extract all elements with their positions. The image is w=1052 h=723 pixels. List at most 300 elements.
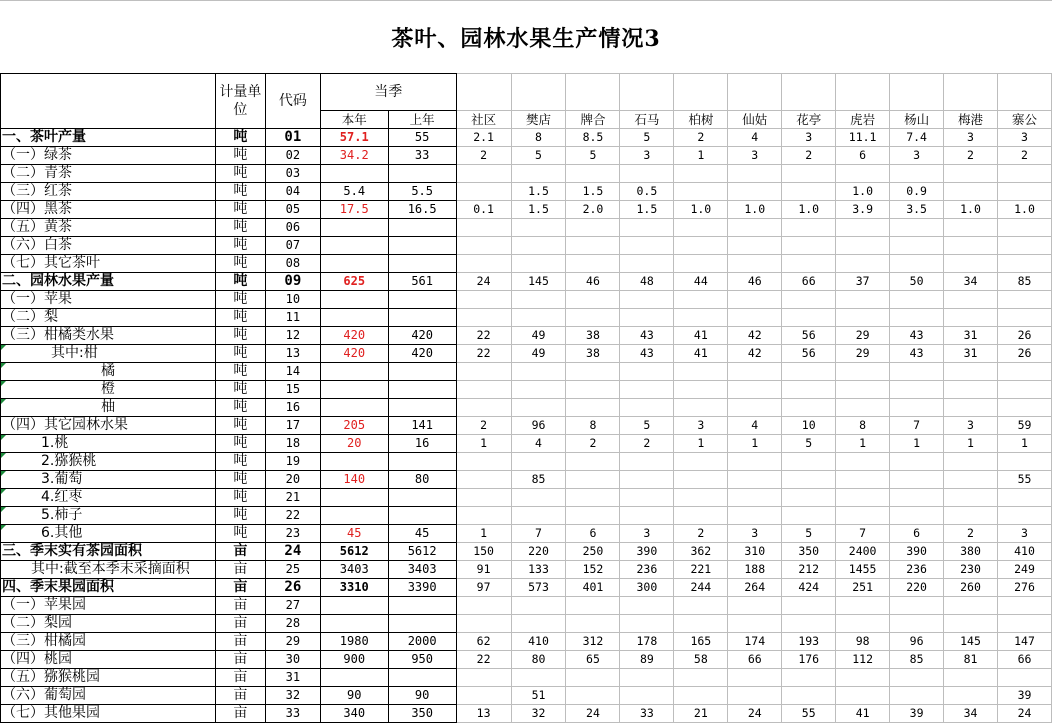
row-town-value [890,363,944,381]
row-town-value: 3 [620,525,674,543]
row-last-year [388,597,456,615]
header-blank-cell [944,74,998,111]
row-label: （三）柑橘类水果 [1,327,216,345]
row-town-value [456,291,511,309]
row-town-value: 1 [997,435,1051,453]
row-town-value [566,687,620,705]
row-label: 柚 [1,399,216,417]
row-town-value: 7 [890,417,944,435]
row-town-value: 236 [620,561,674,579]
row-label: 1.桃 [1,435,216,453]
row-town-value [566,165,620,183]
row-town-value: 236 [890,561,944,579]
header-town: 花亭 [782,111,836,129]
row-town-value [944,381,998,399]
row-this-year [320,363,388,381]
row-town-value: 66 [728,651,782,669]
row-town-value: 1 [728,435,782,453]
row-town-value [997,399,1051,417]
table-row [1,597,1052,615]
row-town-value: 390 [620,543,674,561]
row-unit: 吨 [215,273,265,291]
row-town-value: 42 [728,345,782,363]
row-town-value: 48 [620,273,674,291]
row-town-value: 22 [456,651,511,669]
row-town-value [782,471,836,489]
row-this-year [320,381,388,399]
row-this-year [320,291,388,309]
row-town-value: 2 [997,147,1051,165]
row-town-value [944,471,998,489]
row-town-value [566,381,620,399]
row-town-value: 3 [674,417,728,435]
row-town-value [456,489,511,507]
row-town-value [944,399,998,417]
row-town-value [566,597,620,615]
row-town-value [511,165,566,183]
row-code: 31 [265,669,320,687]
production-table [0,73,1052,723]
row-town-value [511,381,566,399]
row-town-value: 22 [456,327,511,345]
row-unit: 吨 [215,219,265,237]
row-town-value [456,363,511,381]
row-code: 20 [265,471,320,489]
row-town-value: 1.0 [782,201,836,219]
row-town-value [944,255,998,273]
row-town-value [944,687,998,705]
row-town-value [674,507,728,525]
row-town-value [836,219,890,237]
row-town-value: 3 [620,147,674,165]
row-last-year [388,291,456,309]
row-town-value [674,687,728,705]
row-last-year [388,165,456,183]
row-town-value [566,507,620,525]
row-town-value: 174 [728,633,782,651]
table-row [1,147,1052,165]
header-town: 社区 [456,111,511,129]
row-unit: 吨 [215,237,265,255]
row-town-value: 34 [944,705,998,723]
row-town-value [456,381,511,399]
row-town-value: 38 [566,345,620,363]
row-town-value: 220 [511,543,566,561]
page-title: 茶叶、园林水果生产情况3 [0,0,1052,74]
row-town-value: 98 [836,633,890,651]
row-town-value [728,291,782,309]
row-code: 15 [265,381,320,399]
row-last-year: 950 [388,651,456,669]
row-last-year [388,399,456,417]
row-town-value: 380 [944,543,998,561]
row-town-value [566,453,620,471]
row-town-value: 59 [997,417,1051,435]
row-town-value [511,237,566,255]
table-row [1,471,1052,489]
row-label: 三、季末实有茶园面积 [1,543,216,561]
row-town-value [997,363,1051,381]
row-this-year: 3310 [320,579,388,597]
row-town-value [674,597,728,615]
row-town-value: 26 [997,327,1051,345]
row-town-value: 8 [836,417,890,435]
row-town-value [836,291,890,309]
row-town-value: 85 [997,273,1051,291]
row-town-value: 150 [456,543,511,561]
row-code: 10 [265,291,320,309]
row-last-year: 45 [388,525,456,543]
row-town-value [944,363,998,381]
row-town-value: 3 [782,129,836,147]
row-town-value: 4 [728,129,782,147]
row-town-value [782,381,836,399]
row-town-value [782,255,836,273]
row-town-value: 5 [620,417,674,435]
row-label: （二）青茶 [1,165,216,183]
header-town: 柏树 [674,111,728,129]
row-town-value: 260 [944,579,998,597]
row-town-value [997,165,1051,183]
row-town-value [836,399,890,417]
row-code: 22 [265,507,320,525]
row-town-value [566,219,620,237]
row-last-year [388,615,456,633]
row-code: 28 [265,615,320,633]
row-this-year [320,219,388,237]
row-town-value [836,489,890,507]
row-unit: 亩 [215,651,265,669]
row-town-value [728,237,782,255]
row-town-value [674,255,728,273]
row-town-value: 41 [836,705,890,723]
row-last-year: 3390 [388,579,456,597]
row-town-value [782,489,836,507]
row-town-value: 1.0 [997,201,1051,219]
row-this-year: 5.4 [320,183,388,201]
row-code: 24 [265,543,320,561]
row-town-value [674,381,728,399]
row-unit: 吨 [215,507,265,525]
row-town-value: 65 [566,651,620,669]
row-last-year: 33 [388,147,456,165]
row-town-value: 264 [728,579,782,597]
row-unit: 吨 [215,489,265,507]
row-town-value [620,669,674,687]
row-town-value [944,309,998,327]
row-town-value: 42 [728,327,782,345]
row-this-year: 17.5 [320,201,388,219]
row-town-value [674,291,728,309]
row-town-value: 1.5 [620,201,674,219]
row-town-value: 55 [782,705,836,723]
row-town-value [620,309,674,327]
table-row [1,399,1052,417]
row-town-value: 250 [566,543,620,561]
row-label: 橙 [1,381,216,399]
row-town-value [997,309,1051,327]
row-town-value: 2400 [836,543,890,561]
table-row [1,633,1052,651]
row-town-value [836,363,890,381]
row-town-value: 5 [782,525,836,543]
row-town-value [836,669,890,687]
row-town-value: 4 [511,435,566,453]
row-unit: 吨 [215,255,265,273]
row-code: 07 [265,237,320,255]
row-town-value [944,237,998,255]
table-row [1,687,1052,705]
table-row [1,669,1052,687]
row-town-value: 1 [944,435,998,453]
row-town-value [836,597,890,615]
row-town-value [511,255,566,273]
row-town-value [620,399,674,417]
row-last-year: 16 [388,435,456,453]
row-town-value [944,615,998,633]
row-town-value: 13 [456,705,511,723]
row-town-value: 1.0 [944,201,998,219]
row-town-value: 0.1 [456,201,511,219]
row-town-value [836,687,890,705]
row-town-value [997,615,1051,633]
row-last-year [388,309,456,327]
row-town-value: 8 [511,129,566,147]
row-town-value [620,615,674,633]
table-row [1,705,1052,723]
row-town-value: 1.5 [511,183,566,201]
table-row [1,255,1052,273]
row-town-value: 1.0 [728,201,782,219]
row-town-value: 38 [566,327,620,345]
row-this-year [320,255,388,273]
row-town-value: 152 [566,561,620,579]
row-town-value [620,363,674,381]
header-blank-cell [511,74,566,111]
row-town-value [511,309,566,327]
row-town-value: 0.5 [620,183,674,201]
row-town-value [997,507,1051,525]
row-this-year: 340 [320,705,388,723]
row-town-value [566,399,620,417]
row-label: 一、茶叶产量 [1,129,216,147]
row-town-value: 2 [566,435,620,453]
row-code: 06 [265,219,320,237]
row-town-value: 49 [511,327,566,345]
row-code: 02 [265,147,320,165]
row-town-value [782,237,836,255]
row-town-value: 56 [782,327,836,345]
row-this-year [320,237,388,255]
row-town-value: 188 [728,561,782,579]
header-last-year: 上年 [388,111,456,129]
header-blank-cell [782,74,836,111]
row-code: 17 [265,417,320,435]
row-town-value [728,183,782,201]
row-town-value [782,597,836,615]
row-town-value [997,255,1051,273]
row-town-value [997,291,1051,309]
row-town-value: 2 [944,147,998,165]
row-town-value [511,507,566,525]
row-town-value [566,309,620,327]
row-town-value: 133 [511,561,566,579]
row-town-value [728,309,782,327]
row-town-value: 43 [890,345,944,363]
header-town: 寨公 [997,111,1051,129]
row-town-value [620,507,674,525]
row-unit: 吨 [215,183,265,201]
row-town-value [456,615,511,633]
row-town-value [782,291,836,309]
row-unit: 吨 [215,309,265,327]
row-town-value: 24 [728,705,782,723]
row-town-value: 5 [782,435,836,453]
row-this-year: 140 [320,471,388,489]
header-town: 仙姑 [728,111,782,129]
row-label: （七）其它茶叶 [1,255,216,273]
row-label: （五）黄茶 [1,219,216,237]
row-last-year [388,507,456,525]
table-row [1,561,1052,579]
row-town-value: 31 [944,327,998,345]
row-town-value [456,309,511,327]
table-row [1,543,1052,561]
row-town-value: 2 [944,525,998,543]
row-town-value [782,363,836,381]
row-town-value: 2 [456,147,511,165]
header-town: 梅港 [944,111,998,129]
row-town-value [674,237,728,255]
row-town-value [997,219,1051,237]
row-town-value [890,597,944,615]
row-town-value: 249 [997,561,1051,579]
row-last-year [388,381,456,399]
row-town-value [456,399,511,417]
row-last-year: 2000 [388,633,456,651]
table-row [1,291,1052,309]
row-town-value: 91 [456,561,511,579]
row-town-value: 390 [890,543,944,561]
row-code: 12 [265,327,320,345]
row-town-value [890,687,944,705]
row-town-value: 2.0 [566,201,620,219]
row-town-value: 26 [997,345,1051,363]
row-label: 4.红枣 [1,489,216,507]
row-town-value: 37 [836,273,890,291]
row-this-year [320,489,388,507]
table-row [1,201,1052,219]
row-this-year: 420 [320,327,388,345]
row-town-value: 3 [944,417,998,435]
row-code: 04 [265,183,320,201]
row-this-year: 900 [320,651,388,669]
header-town: 樊店 [511,111,566,129]
row-this-year: 20 [320,435,388,453]
row-town-value [890,219,944,237]
header-blank-cell [674,74,728,111]
row-town-value [511,399,566,417]
header-blank-cell [997,74,1051,111]
row-town-value [728,399,782,417]
row-town-value [566,291,620,309]
row-town-value: 3.5 [890,201,944,219]
row-town-value: 1.5 [566,183,620,201]
row-town-value: 221 [674,561,728,579]
row-this-year: 205 [320,417,388,435]
row-town-value: 31 [944,345,998,363]
header-blank-cell [890,74,944,111]
table-row [1,327,1052,345]
row-town-value: 29 [836,345,890,363]
row-town-value: 96 [890,633,944,651]
row-town-value [511,489,566,507]
table-row [1,309,1052,327]
row-label: （四）桃园 [1,651,216,669]
row-town-value [997,669,1051,687]
row-last-year: 5.5 [388,183,456,201]
row-town-value: 147 [997,633,1051,651]
row-town-value [782,615,836,633]
header-town: 牌合 [566,111,620,129]
row-last-year: 55 [388,129,456,147]
row-code: 23 [265,525,320,543]
row-town-value: 24 [566,705,620,723]
row-town-value [997,597,1051,615]
row-code: 18 [265,435,320,453]
row-town-value [728,219,782,237]
row-town-value [890,309,944,327]
row-town-value: 230 [944,561,998,579]
row-town-value: 1.0 [836,183,890,201]
row-town-value [728,471,782,489]
row-town-value [782,507,836,525]
row-unit: 吨 [215,525,265,543]
row-last-year: 16.5 [388,201,456,219]
row-town-value [890,165,944,183]
row-town-value: 276 [997,579,1051,597]
row-town-value: 50 [890,273,944,291]
row-town-value [944,597,998,615]
row-town-value [620,471,674,489]
row-town-value [728,363,782,381]
row-town-value [674,165,728,183]
row-town-value: 22 [456,345,511,363]
row-town-value [836,453,890,471]
row-town-value [511,615,566,633]
row-town-value [674,399,728,417]
row-label: （六）葡萄园 [1,687,216,705]
row-code: 03 [265,165,320,183]
row-town-value [782,183,836,201]
row-town-value: 362 [674,543,728,561]
row-town-value: 29 [836,327,890,345]
row-town-value [456,597,511,615]
row-town-value: 80 [511,651,566,669]
table-row [1,381,1052,399]
table-row [1,579,1052,597]
row-town-value [728,597,782,615]
row-town-value: 165 [674,633,728,651]
row-town-value: 573 [511,579,566,597]
row-label: （六）白茶 [1,237,216,255]
row-town-value [566,489,620,507]
row-unit: 吨 [215,345,265,363]
row-town-value [566,615,620,633]
row-town-value: 145 [944,633,998,651]
table-row [1,453,1052,471]
table-row [1,525,1052,543]
